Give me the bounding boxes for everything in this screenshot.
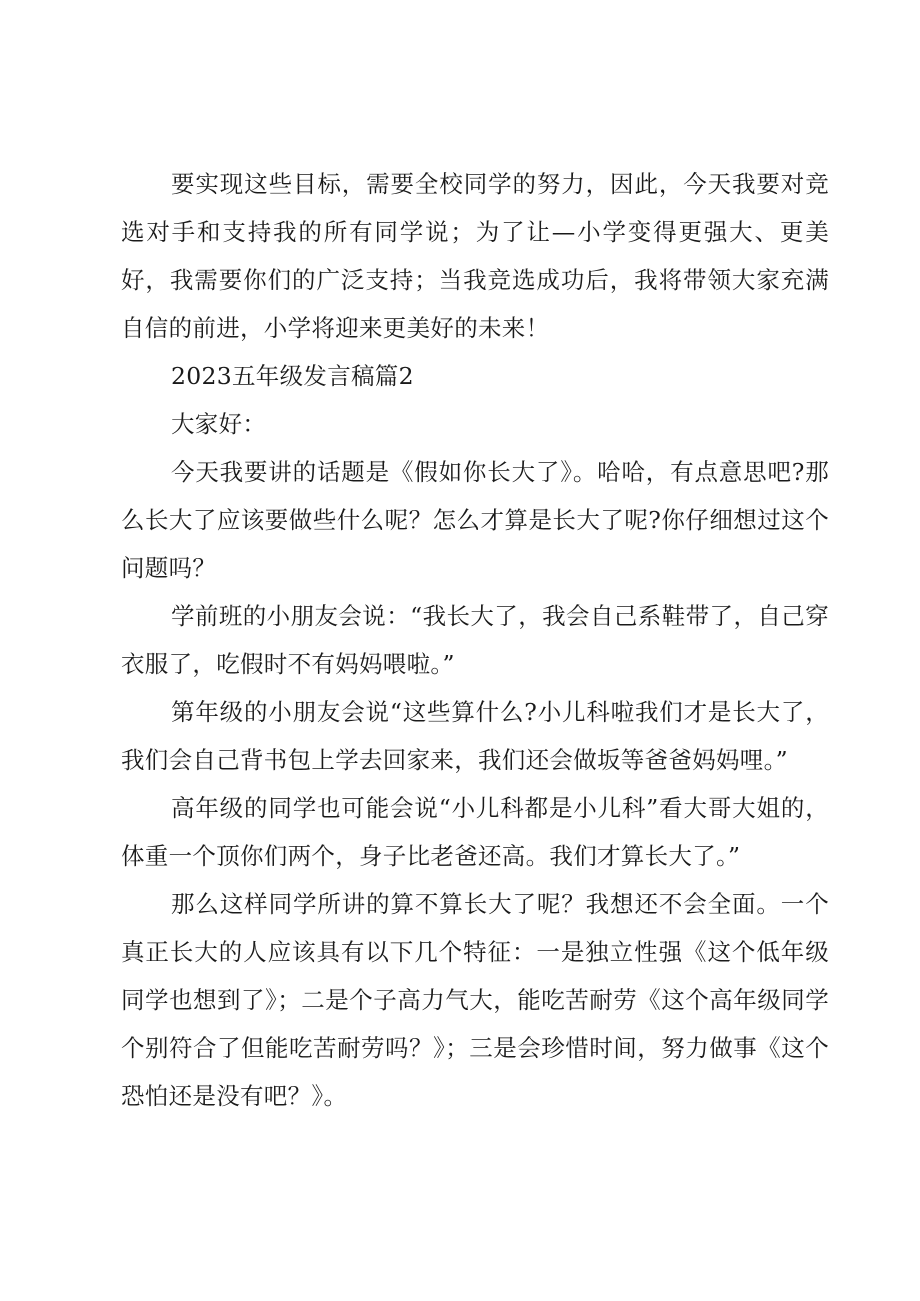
paragraph-preschool: 学前班的小朋友会说：“我长大了，我会自己系鞋带了，自己穿衣服了，吃假时不有妈妈喂啦。”: [121, 602, 829, 678]
paragraph-goals-conclusion: 要实现这些目标，需要全校同学的努力，因此，今天我要对竞选对手和支持我的所有同学说；为了让—小学变得更强大、更美好，我需要你们的广泛支持；当我竞选成功后，我将带领大家充满自信的前进，小学将迎来更美好的未来！: [121, 170, 829, 342]
paragraph-characteristics: 那么这样同学所讲的算不算长大了呢？我想还不会全面。一个真正长大的人应该具有以下几个特征：一是独立性强《这个低年级同学也想到了》；二是个子高力气大，能吃苦耐劳《这个高年级同学个别符合了但能吃苦耐劳吗？》；三是会珍惜时间，努力做事《这个恐怕还是没有吧？》。: [121, 890, 829, 1110]
paragraph-topic: 今天我要讲的话题是《假如你长大了》。哈哈，有点意思吧?那么长大了应该要做些什么呢？怎么才算是长大了呢?你仔细想过这个问题吗？: [121, 458, 829, 582]
section-heading: 2023五年级发言稿篇2: [171, 362, 414, 390]
document-body: [121, 160, 829, 1120]
paragraph-lower-grade: 第年级的小朋友会说“这些算什么?小儿科啦我们才是长大了，我们会自己背书包上学去回家来，我们还会做坂等爸爸妈妈哩。”: [121, 698, 829, 774]
greeting: 大家好：: [171, 410, 267, 438]
paragraph-upper-grade: 高年级的同学也可能会说“小儿科都是小儿科”看大哥大姐的，体重一个顶你们两个，身子比老爸还高。我们才算长大了。”: [121, 794, 829, 870]
